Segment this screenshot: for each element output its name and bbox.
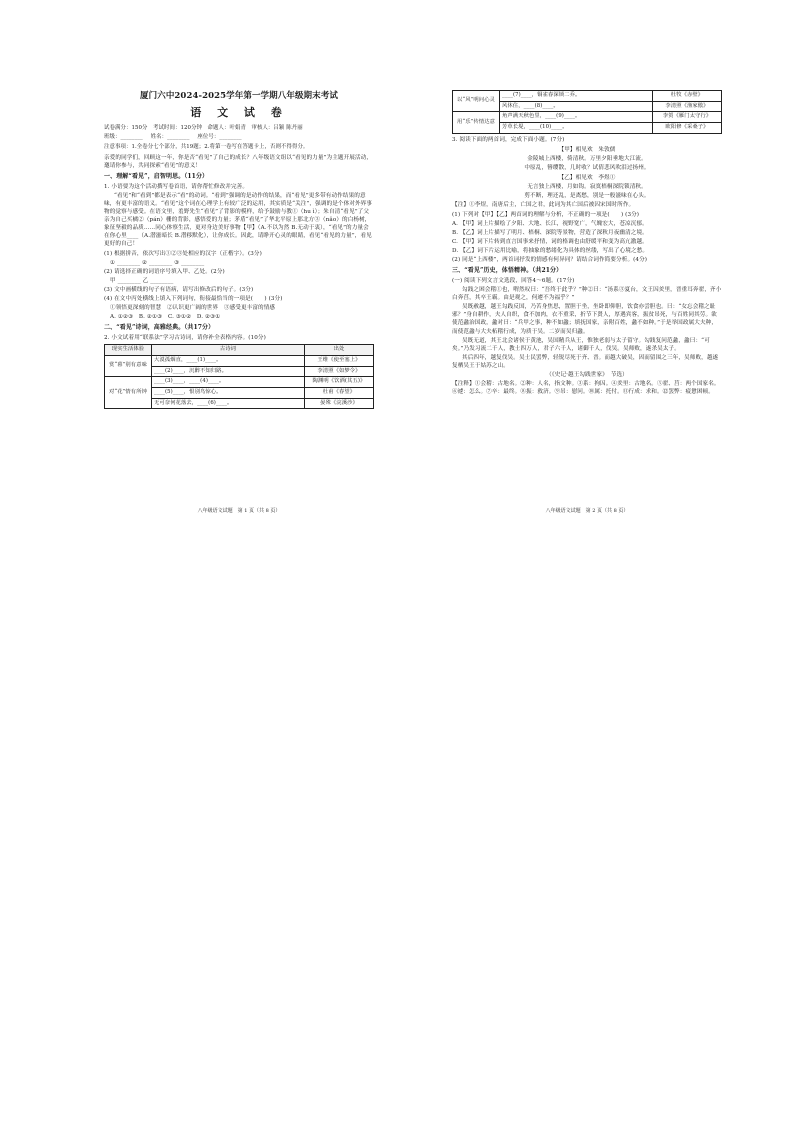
- table-poem-cell: 风休住，____(8)____。: [500, 101, 653, 112]
- table-row: [453, 91, 722, 102]
- table-source-cell: 王维《使至塞上》: [305, 355, 374, 366]
- table-group-cell: 赏“暮”别有意味: [105, 355, 152, 376]
- question-3-option: B. 【乙】词上片描写了明月、梧桐、深院等景物，营造了深秋月夜幽清之境。: [452, 229, 648, 236]
- question-1-sub-3: (3) 文中画横线的句子有语病，请写出修改后的句子。(3分): [104, 286, 254, 293]
- classical-passage-paragraph: 勾践之困会稽①也，喟然叹曰：“吾终于此乎？”种②曰：“汤系③夏台，文王囚羑里，晋重耳奔翟，齐小白奔莒，其卒王霸。由是观之，何遽不为福乎？”: [452, 287, 722, 302]
- question-3-sub-2: (2) 同是“上西楼”，两首词抒发的情感有何异同？请结合词作简要分析。(4分): [452, 257, 648, 264]
- seat-field: 座位号：________: [197, 134, 242, 141]
- poem-2-title: 【乙】相见欢 李煜①: [558, 175, 616, 182]
- poem-note: 【注】①李煜，南唐后主，亡国之君，此词为其亡国后被囚宋国时所作。: [452, 202, 635, 209]
- table-source-cell: 杜甫《春望》: [305, 387, 374, 398]
- exam-title: 厦门六中2024-2025学年第一学期八年级期末考试: [140, 91, 338, 101]
- poem-1-line: 中原乱，簪缨散，几时收？试倩悲风吹泪过扬州。: [524, 165, 650, 172]
- question-1-sub-1: (1) 根据拼音，依次写出①②③处相应的汉字（正楷字）。(3分): [104, 250, 262, 257]
- table-header: 古诗词: [152, 345, 305, 356]
- poetry-table: [104, 344, 374, 409]
- name-field: 姓名：________: [150, 134, 190, 141]
- table-header: 出处: [305, 345, 374, 356]
- poem-2-line: 无言独上西楼，月如钩。寂寞梧桐深院锁清秋。: [527, 184, 647, 191]
- question-1-blanks: ① ________ ② ________ ③ ________: [110, 259, 205, 266]
- table-poem-cell: ____(5)____，恨别鸟惊心。: [152, 387, 305, 398]
- exam-subtitle: 语 文 试 卷: [190, 106, 288, 120]
- class-field: 班级：________: [104, 134, 143, 141]
- question-3-option: C. 【甲】词下片转到直言国事来抒情，词的格调也由舒缓平和变为高亢激越。: [452, 238, 648, 245]
- exam-page-2: [452, 88, 722, 397]
- classical-passage-paragraph: 其后四年，越复伐吴。吴士民罢弊，轻锐尽死于齐、晋。而越大破吴，因而留围之三年，吴师败，越遂复栖吴王于姑苏之山。: [452, 354, 719, 369]
- question-1-options-b: A. ①②③ B. ②①③ C. ③①② D. ②③①: [110, 314, 221, 321]
- poem-2-line: 剪不断，理还乱，是离愁，别是一般滋味在心头。: [524, 193, 650, 200]
- student-fields: [104, 134, 374, 142]
- question-1-choice-blanks: 甲 ________ 乙 ________: [110, 277, 174, 284]
- notice: 注意事项：1.全卷分七个部分，共19题；2.将第一卷写在答题卡上，否则不得得分。: [104, 143, 309, 150]
- table-poem-cell: ____(7)____，铜雀春深锁二乔。: [500, 91, 653, 102]
- table-row: [105, 355, 374, 366]
- table-poem-cell: 大漠孤烟直，____(1)____。: [152, 355, 305, 366]
- poem-1-line: 金陵城上西楼，倚清秋。万里夕阳垂地大江流。: [527, 155, 647, 162]
- table-poem-cell: 芳草长堤，____(10)____。: [500, 123, 653, 134]
- exam-page-1: [104, 88, 374, 411]
- question-1-passage: “看见”和“看到”都是表示“看”的动词。“看到”强调的是动作的结果，而“看见”更多带有动作结果的意味，有更丰富的语义。“看见”这个词在心理学上有较广泛的运用，其实质是“关注”，强调的是个体对外界事物的觉察与感受。在语文里，羞野先生“看见”了背影的模样，给予鼓励与教①（hu ì）；朱自清“看见”了父亲为自己买橘②（pán）栅的背影，感悟爱的力量；茅盾“看见”了华北平原上那北方③（nǎo）的白杨树，象征坚毅的品质……同心体察生活，更对身边美好事物【甲】（A.不以为然 B.无动于衷），“看见”的力量会在你心里____（A.潜滋暗长 B.潜移默化），让你成长。因此，请睁开心灵的眼睛，看见“看见的力量”，看见更好的自己！: [104, 192, 373, 248]
- question-1-sub-2: (2) 请选择正确的词语序号填入甲、乙处。(2分): [104, 268, 225, 275]
- table-row: [105, 377, 374, 388]
- question-4-prompt: (一) 阅读下列文言文选段，回答4～6题。(17分): [452, 277, 575, 284]
- poetry-table-continued: [452, 90, 722, 134]
- page-2-footer: 八年级语文试题 第 2 页（共 8 页）: [545, 508, 629, 514]
- classical-passage-notes: 【注释】①会稽：古地名。②种：人名，指文种。③系：拘囚。④羑里：古地名。⑤翟、莒：两个国家名。⑥遽：怎么。⑦卒：最终。⑧振：救济。⑨吊：慰问。⑩属：托付。⑪行成：求和。⑫罢弊：疲惫困顿。: [452, 381, 720, 396]
- question-3-option: A. 【甲】词上片描绘了夕阳、大地、长江，视野宽广，气魄宏大，苍凉沉郁。: [452, 220, 648, 227]
- table-source-cell: 杜牧《赤壁》: [653, 91, 722, 102]
- table-group-cell: 以“风”明问心灵: [453, 91, 500, 112]
- question-3-option: D. 【乙】词下片运用比喻，将抽象的愁绪化为具体的丝缕，写出了心境之愁。: [452, 248, 649, 254]
- table-source-cell: 欧阳修《采桑子》: [653, 123, 722, 134]
- table-header-row: [105, 345, 374, 356]
- table-poem-cell: 无可奈何花落去，____(6)____。: [152, 398, 305, 409]
- table-group-cell: 对“花”情有所钟: [105, 377, 152, 409]
- table-source-cell: 晏殊《浣溪沙》: [305, 398, 374, 409]
- table-poem-cell: ____(3)____，____(4)____。: [152, 377, 305, 388]
- question-3-prompt: 3. 阅读下面的两首词，完成下面小题。(7分): [452, 136, 565, 143]
- table-poem-cell: 角声满天秋色里，____(9)____。: [500, 112, 653, 123]
- exam-info: 试卷满分：150分 考试时间：120分钟 命题人：叶娟青 审核人：吕颖 陈丹丽: [104, 125, 303, 132]
- table-source-cell: 李贺《雁门太守行》: [653, 112, 722, 123]
- table-source-cell: 李清照《渔家傲》: [653, 101, 722, 112]
- section-3-heading: 三、“看见”历史，体悟精神。（共21分）: [452, 267, 563, 275]
- page-1-footer: 八年级语文试题 第 1 页（共 8 页）: [197, 508, 281, 514]
- classical-passage-paragraph: 吴既无道，其王北会诸侯于黄池，吴国精兵从王，惟独老弱与太子留守。勾践复问范蠡，蠡曰：“可矣。”乃发习流二千人，教士四万人，君子六千人，诸御千人，伐吴。吴师败，遂杀吴太子。: [452, 337, 710, 352]
- table-group-cell: 用“乐”传情达意: [453, 112, 500, 133]
- poem-1-title: 【甲】相见欢 朱敦儒: [558, 146, 616, 153]
- table-source-cell: 李清照《如梦令》: [305, 366, 374, 377]
- question-1-options-a: ①领悟更深刻的智慧 ②认识更广阔的世界 ③感受更丰富的情感: [110, 305, 276, 312]
- question-2-prompt: 2. 小文试着用“联系法”学习古诗词，请你补全表格内容。(10分): [104, 335, 266, 342]
- table-source-cell: 陶渊明《饮酒(其五)》: [305, 377, 374, 388]
- section-2-heading: 二、“看见”诗词，高雅经典。（共17分）: [104, 324, 215, 332]
- section-1-heading: 一、理解“看见”，启智明思。（11分）: [104, 172, 209, 180]
- table-poem-cell: ____(2)____，沉醉不知归路。: [152, 366, 305, 377]
- table-header: 现实生活体验: [105, 345, 152, 356]
- table-row: [453, 112, 722, 123]
- question-1-sub-4: (4) 在文中丙处横线上填入下列词句，衔接最恰当的一项是( ) (3分): [104, 296, 283, 303]
- classical-passage-paragraph: 吴既赦越，越王勾践反国，乃苦身焦思，置胆于坐，坐卧即仰胆，饮食亦尝胆也。曰：“女忘会稽之耻邪？”身自耕作，夫人自织，食不加肉，衣不重采，折节下贤人，厚遇宾客，振贫吊死，与百姓同其劳。欲使范蠡治国政，蠡对曰：“兵甲之事，种不如蠡；填抚国家，亲附百姓，蠡不如种。”于是举国政属大夫种，而使范蠡与大夫柘稽行成，为质于吴。二岁而吴归蠡。: [452, 304, 718, 335]
- question-1-prompt: 1. 小语要为这个活动撰写卷首语，请你帮忙修改并完善。: [104, 183, 249, 190]
- intro-text: 亲爱的同学们，回顾这一年，你是否“看见”了自己的成长？八年级语文组以“看见的力量”为主题开展活动，邀请你参与，共同探索“看见”的意义！: [104, 154, 373, 169]
- classical-passage-source: （《史记·越王勾践世家》 节选）: [546, 372, 628, 379]
- question-3-sub-1: (1) 下列对【甲】【乙】两首词的理解与分析，不正确的一项是( ) (3分): [452, 211, 640, 218]
